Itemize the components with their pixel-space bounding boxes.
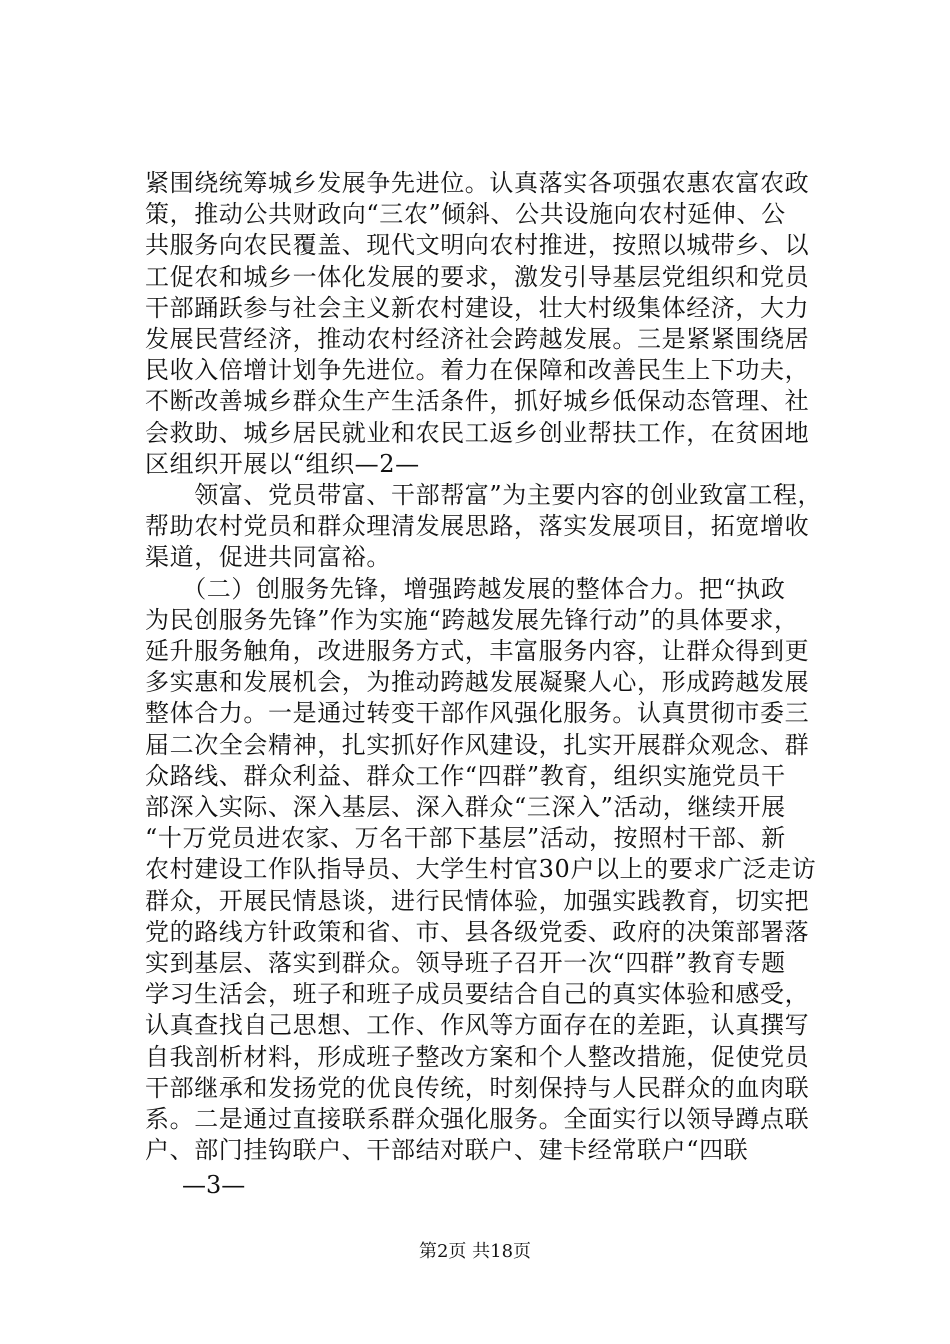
page-footer: 第2页 共18页 [418, 1241, 532, 1262]
inline-page-marker: —3— [182, 1171, 246, 1200]
text-line: 不断改善城乡群众生产生活条件，抓好城乡低保动态管理、社 [145, 387, 810, 416]
text-line: 区组织开展以“组织—2— [145, 449, 420, 478]
text-line: 干部踊跃参与社会主义新农村建设，壮大村级集体经济，大力 [145, 293, 810, 322]
text-line: 帮助农村党员和群众理清发展思路，落实发展项目，拓宽增收 [145, 512, 810, 541]
text-line: 众路线、群众利益、群众工作“四群”教育，组织实施党员干 [145, 761, 786, 790]
text-line: 认真查找自己思想、工作、作风等方面存在的差距，认真撰写 [145, 1011, 810, 1040]
text-line: 户、部门挂钩联户、干部结对联户、建卡经常联户“四联 [145, 1136, 749, 1165]
text-line: 延升服务触角，改进服务方式，丰富服务内容，让群众得到更 [145, 637, 810, 665]
text-line: 学习生活会，班子和班子成员要结合自己的真实体验和感受， [145, 980, 810, 1009]
text-line: 部深入实际、深入基层、深入群众“三深入”活动，继续开展 [145, 793, 786, 821]
text-line: 领富、党员带富、干部帮富”为主要内容的创业致富工程， [145, 481, 823, 509]
text-line: 工促农和城乡一体化发展的要求，激发引导基层党组织和党员 [145, 262, 810, 291]
text-line: 发展民营经济，推动农村经济社会跨越发展。三是紧紧围绕居 [145, 325, 810, 353]
text-line: 策，推动公共财政向“三农”倾斜、公共设施向农村延伸、公 [145, 200, 786, 229]
text-line: 届二次全会精神，扎实抓好作风建设，扎实开展群众观念、群 [145, 730, 810, 759]
text-line: 农村建设工作队指导员、大学生村官30户以上的要求广泛走访 [145, 855, 817, 884]
text-line: 为民创服务先锋”作为实施“跨越发展先锋行动”的具体要求， [145, 605, 799, 634]
text-line: 会救助、城乡居民就业和农民工返乡创业帮扶工作，在贫困地 [145, 418, 810, 447]
text-line: 干部继承和发扬党的优良传统，时刻保持与人民群众的血肉联 [145, 1073, 810, 1102]
text-line: 党的路线方针政策和省、市、县各级党委、政府的决策部署落 [145, 917, 810, 946]
text-line: 系。二是通过直接联系群众强化服务。全面实行以领导蹲点联 [145, 1105, 810, 1133]
text-line: 自我剖析材料，形成班子整改方案和个人整改措施，促使党员 [145, 1042, 810, 1071]
text-line: 紧围绕统筹城乡发展争先进位。认真落实各项强农惠农富农政 [145, 169, 810, 197]
text-line: （二）创服务先锋，增强跨越发展的整体合力。把“执政 [145, 574, 786, 603]
text-line: 整体合力。一是通过转变干部作风强化服务。认真贯彻市委三 [145, 699, 810, 728]
text-line: 实到基层、落实到群众。领导班子召开一次“四群”教育专题 [145, 949, 786, 977]
text-line: 多实惠和发展机会，为推动跨越发展凝聚人心，形成跨越发展 [145, 668, 810, 697]
text-line: 渠道，促进共同富裕。 [145, 543, 391, 572]
text-line: “十万党员进农家、万名干部下基层”活动，按照村干部、新 [145, 824, 786, 853]
text-line: 群众，开展民情恳谈，进行民情体验，加强实践教育，切实把 [145, 886, 810, 915]
text-line: 共服务向农民覆盖、现代文明向农村推进，按照以城带乡、以 [145, 231, 810, 260]
text-line: 民收入倍增计划争先进位。着力在保障和改善民生上下功夫， [145, 356, 810, 385]
